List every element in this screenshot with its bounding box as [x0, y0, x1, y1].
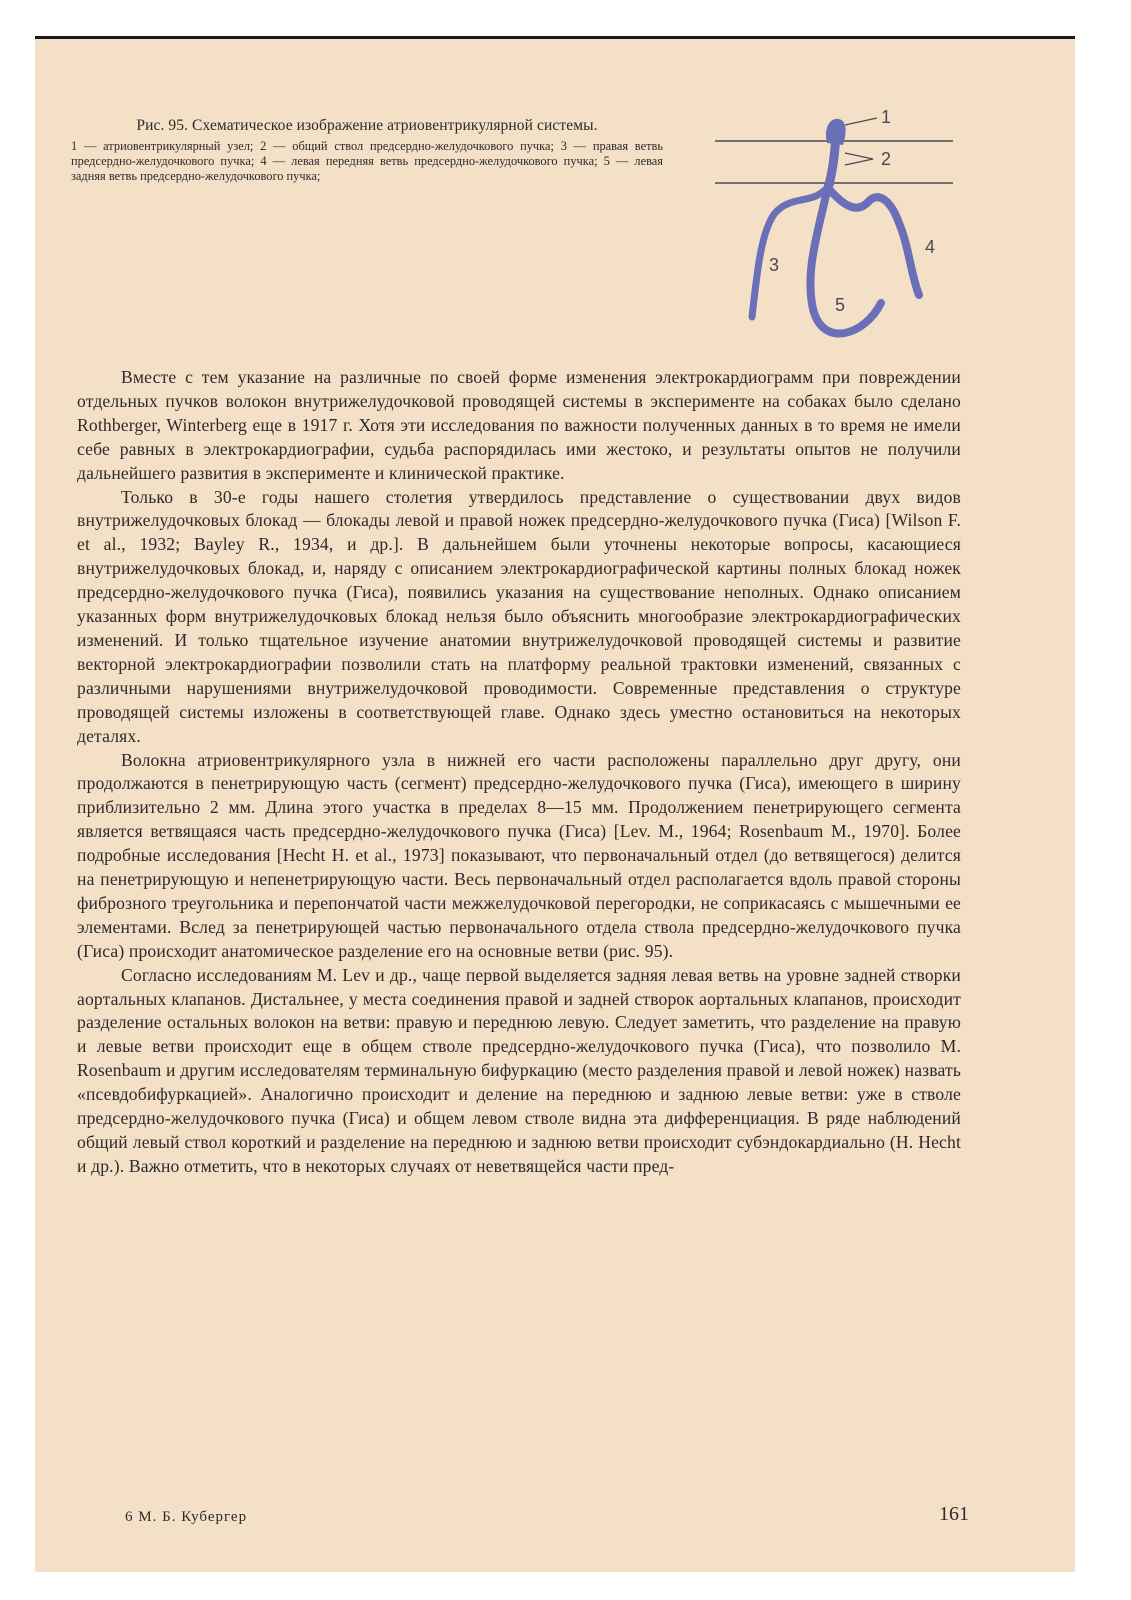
label-2: 2	[881, 149, 892, 169]
label-1: 1	[881, 107, 892, 127]
page-number: 161	[939, 1503, 969, 1525]
printer-signature: 6 М. Б. Кубергер	[125, 1509, 248, 1525]
caption-title: Рис. 95. Схематическое изображение атриовентрикулярной системы.	[136, 117, 598, 134]
leader-line-2	[845, 153, 873, 165]
label-3: 3	[769, 255, 780, 275]
leader-line-1	[845, 118, 877, 125]
book-page	[35, 36, 1075, 1572]
paragraph: Волокна атриовентрикулярного узла в нижней его части расположены параллельно друг другу, они продолжаются в пенетрирующую часть (сегмент) предсердно-желудочкового пучка (Гиса), имеющего в ширину приблизительно 2 мм. Длина этого участка в пределах 8—15 мм. Продолжением пенетрирующего сегмента является ветвящаяся часть предсердно-желудочкового пучка (Гиса) [Lev. M., 1964; Rosenbaum M., 1970]. Более подробные исследования [Hecht H. et al., 1973] показывают, что первоначальный отдел (до ветвящегося) делится на пенетрирующую и непенетрирующую части. Весь первоначальный отдел располагается вдоль правой стороны фиброзного треугольника и перепончатой части межжелудочковой перегородки, не соприкасаясь с мышечными ее элементами. Вслед за пенетрирующей частью первоначального отдела ствола предсердно-желудочкового пучка (Гиса) происходит анатомическое разделение его на основные ветви (рис. 95).	[77, 749, 961, 961]
left-anterior-branch-stroke	[829, 189, 919, 295]
paragraph: Вместе с тем указание на различные по своей форме изменения электрокардиограмм при повреждении отдельных пучков волокон внутрижелудочковой проводящей системы в эксперименте на собаках было сделано Rothberger, Winterberg еще в 1917 г. Хотя эти исследования по важности полученных данных в то время не имели себе равных в электрокардиографии, судьба распорядилась ими жестоко, и результаты опытов не получили дальнейшего развития в эксперименте и клинической практике.	[77, 367, 961, 483]
caption-legend: 1 — атриовентрикулярный узел; 2 — общий ствол предсердно-желудочкового пучка; 3 — правая ветвь предсердно-желудочкового пучка; 4 — левая передняя ветвь предсердно-желудочкового пучка; 5 — левая задняя ветвь предсердно-желудочкового пучка;	[71, 139, 663, 183]
atrioventricular-system-figure	[705, 103, 965, 353]
figure-caption	[71, 117, 663, 184]
label-5: 5	[835, 295, 846, 315]
atrioventricular-diagram	[705, 103, 965, 353]
right-branch-stroke	[752, 183, 831, 317]
paragraph: Согласно исследованиям M. Lev и др., чаще первой выделяется задняя левая ветвь на уровне задней створки аортальных клапанов. Дистальнее, у места соединения правой и задней створок аортальных клапанов, происходит разделение остальных волокон на ветви: правую и переднюю левую. Следует заметить, что разделение на правую и левые ветви происходит еще в общем стволе предсердно-желудочкового пучка (Гиса), что позволило M. Rosenbaum и другим исследователям терминальную бифуркацию (место разделения правой и левой ножек) назвать «псевдобифуркацией». Аналогично происходит и деление на переднюю и заднюю левые ветви: уже в стволе предсердно-желудочкового пучка (Гиса) и общем левом стволе видна эта дифференциация. В ряде наблюдений общий левый ствол короткий и разделение на переднюю и заднюю ветви происходит субэндокардиально (H. Hecht и др.). Важно отметить, что в некоторых случаях от неветвящейся части пред-	[77, 964, 961, 1176]
label-4: 4	[925, 237, 936, 257]
left-posterior-branch-stroke	[810, 191, 881, 334]
paragraph: Только в 30-е годы нашего столетия утвердилось представление о существовании двух видов внутрижелудочковых блокад — блокады левой и правой ножек предсердно-желудочкового пучка (Гиса) [Wilson F. et al., 1932; Bayley R., 1934, и др.]. В дальнейшем были уточнены некоторые вопросы, касающиеся внутрижелудочковых блокад, и, наряду с описанием электрокардиографической картины полных блокад ножек предсердно-желудочкового пучка (Гиса), появились указания на существование неполных. Однако описанием указанных форм внутрижелудочковых блокад нельзя было объяснить многообразие электрокардиографических изменений. И только тщательное изучение анатомии внутрижелудочковой проводящей системы и развитие векторной электрокардиографии позволили стать на платформу реальной трактовки изменений, связанных с различными нарушениями внутрижелудочковой проводимости. Современные представления о структуре проводящей системы изложены в соответствующей главе. Однако здесь уместно остановиться на некоторых деталях.	[77, 486, 961, 746]
body-text	[77, 366, 961, 1179]
